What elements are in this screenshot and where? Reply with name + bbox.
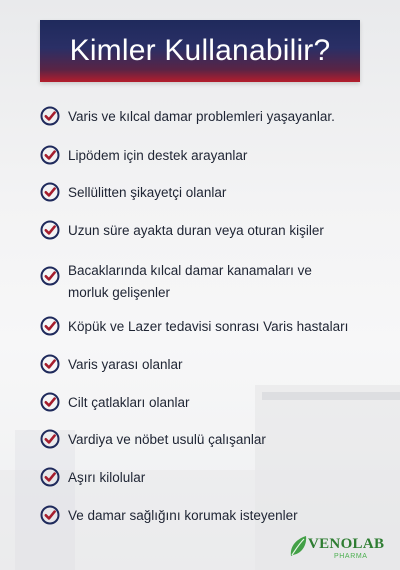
list-item	[40, 260, 370, 304]
list-item-label: Uzun süre ayakta duran veya oturan kişiler	[68, 223, 324, 238]
leaf-icon	[288, 534, 310, 558]
list-item	[40, 429, 370, 451]
list-item	[40, 182, 370, 204]
list-item	[40, 467, 370, 489]
check-circle-icon	[40, 467, 60, 487]
list-item-label: Bacaklarında kılcal damar kanamaları ve morluk gelişenler	[68, 263, 312, 300]
check-circle-icon	[40, 182, 60, 202]
brand-subtitle: PHARMA	[334, 553, 368, 560]
list-item	[40, 106, 370, 128]
check-circle-icon	[40, 429, 60, 449]
list-item-label: Aşırı kilolular	[68, 470, 146, 485]
list-item-label: Varis ve kılcal damar problemleri yaşayanlar.	[68, 109, 335, 124]
list-item	[40, 392, 370, 414]
check-circle-icon	[40, 316, 60, 336]
list-item-label: Lipödem için destek arayanlar	[68, 148, 248, 163]
check-circle-icon	[40, 266, 60, 286]
check-circle-icon	[40, 505, 60, 525]
list-item-label: Köpük ve Lazer tedavisi sonrası Varis hastaları	[68, 319, 349, 334]
list-item	[40, 316, 370, 338]
check-circle-icon	[40, 392, 60, 412]
check-circle-icon	[40, 145, 60, 165]
check-circle-icon	[40, 106, 60, 126]
brand-name: VENOLAB	[308, 536, 385, 552]
page-title: Kimler Kullanabilir?	[69, 34, 331, 67]
list-item-label: Cilt çatlakları olanlar	[68, 395, 190, 410]
list-item-label: Ve damar sağlığını korumak isteyenler	[68, 508, 298, 523]
brand-logo	[288, 528, 384, 564]
list-item	[40, 354, 370, 376]
list-item-label: Sellülitten şikayetçi olanlar	[68, 185, 227, 200]
list-item	[40, 220, 370, 242]
list-item-label: Varis yarası olanlar	[68, 357, 183, 372]
list-item-label: Vardiya ve nöbet usulü çalışanlar	[68, 432, 266, 447]
check-circle-icon	[40, 220, 60, 240]
list-item	[40, 505, 370, 527]
check-circle-icon	[40, 354, 60, 374]
list-item	[40, 145, 370, 167]
